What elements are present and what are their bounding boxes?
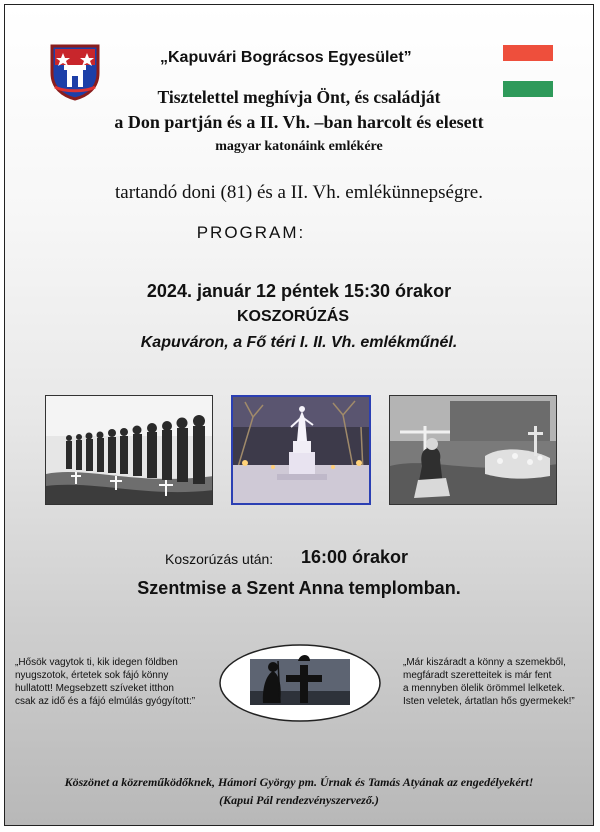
soldiers-photo: [45, 395, 213, 505]
left-quote-line: nyugszotok, értetek sok fájó könny: [15, 670, 169, 681]
memorial-photo: [231, 395, 371, 505]
program-location: Kapuváron, a Fő téri I. II. Vh. emlékműnél.: [140, 334, 458, 351]
don-line: a Don partján és a II. Vh. –ban harcolt és elesett: [114, 112, 484, 132]
right-quote-line: megfáradt szeretteitek is már fent: [403, 670, 552, 681]
left-quote: [15, 656, 215, 708]
left-quote-line: „Hősök vagytok ti, kik idegen földben: [15, 657, 178, 668]
program-heading: PROGRAM:: [196, 223, 306, 242]
grave-photo: [389, 395, 557, 505]
left-quote-line: csak az idő és a fájó elmúlás gyógyított:”: [15, 696, 196, 707]
right-quote-line: „Már kiszáradt a könny a szemekből,: [403, 657, 566, 668]
memorial-silhouette-oval: [218, 643, 382, 723]
left-quote-line: hullatott! Megsebzett szíveket itthon: [15, 683, 174, 694]
ceremony-line: tartandó doni (81) és a II. Vh. emlékünnepségre.: [115, 182, 483, 203]
mass-time: 16:00 órakor: [301, 547, 409, 567]
right-quote-line: a mennyben ölelik örömmel lelketek.: [403, 683, 565, 694]
flag-red-stripe: [503, 45, 553, 61]
invite-line: Tisztelettel meghívja Önt, és családját: [157, 87, 441, 107]
mass-after-label: Koszorúzás után:: [165, 551, 274, 567]
right-quote: [403, 656, 593, 708]
program-event: KOSZORÚZÁS: [237, 308, 349, 325]
program-date: 2024. január 12 péntek 15:30 órakor: [146, 281, 452, 301]
footer-thanks: Köszönet a közreműködőknek, Hámori György pm. Úrnak és Tamás Atyának az engedélyekért!: [64, 775, 534, 789]
soldiers-line: magyar katonáink emlékére: [215, 139, 383, 154]
org-name: „Kapuvári Bográcsos Egyesület”: [160, 49, 412, 66]
right-quote-line: Isten veletek, ártatlan hős gyermekek!”: [403, 696, 575, 707]
invitation-poster: [4, 4, 594, 826]
mass-place: Szentmise a Szent Anna templomban.: [137, 578, 461, 598]
footer-organizer: (Kapui Pál rendezvényszervező.): [219, 793, 379, 807]
